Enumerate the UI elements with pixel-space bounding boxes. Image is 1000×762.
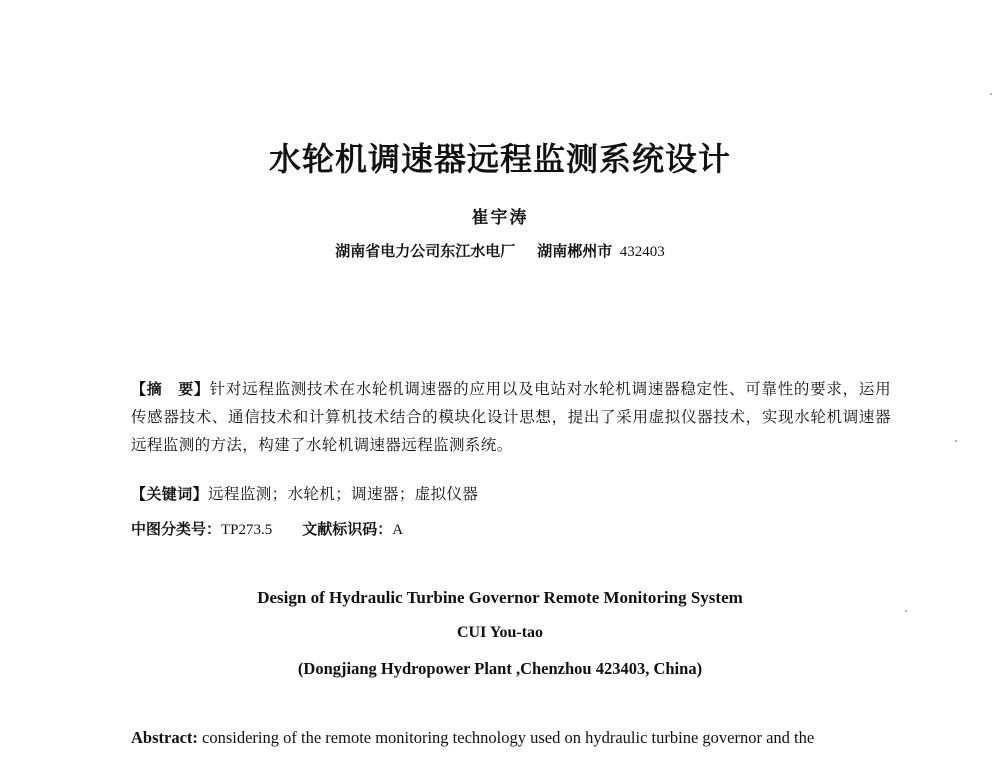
affiliation-org-cn: 湖南省电力公司东江水电厂 [335, 244, 516, 260]
abstract-en [131, 728, 911, 748]
keywords-cn [131, 480, 891, 509]
scan-speck [955, 440, 957, 442]
abstract-text-en: considering of the remote monitoring technology used on hydraulic turbine governor and the [202, 728, 815, 747]
keywords-label-cn: 【关键词】 [131, 485, 209, 503]
doc-code-label: 文献标识码： [302, 522, 393, 538]
author-name-cn: 崔宇涛 [471, 208, 529, 227]
affiliation-postcode: 432403 [619, 244, 665, 260]
abstract-cn [131, 375, 891, 460]
scan-speck [990, 93, 992, 95]
abstract-text-cn: 针对远程监测技术在水轮机调速器的应用以及电站对水轮机调速器稳定性、可靠性的要求，运用传感器技术、通信技术和计算机技术结合的模块化设计思想，提出了采用虚拟仪器技术，实现水轮机调速器远程监测的方法，构建了水轮机调速器远程监测系统。 [131, 381, 891, 454]
paper-title-en: Design of Hydraulic Turbine Governor Remote Monitoring System [257, 588, 743, 607]
affiliation-city-cn: 湖南郴州市 [537, 244, 613, 260]
clc-label: 中图分类号： [131, 522, 222, 538]
abstract-label-en: Abstract: [131, 728, 198, 747]
keywords-text-cn: 远程监测；水轮机；调速器；虚拟仪器 [208, 486, 479, 503]
affiliation-cn [0, 240, 1000, 261]
affiliation-en: (Dongjiang Hydropower Plant ,Chenzhou 423403, China) [297, 659, 703, 678]
author-name-en: CUI You-tao [456, 624, 544, 641]
doc-code-value: A [392, 522, 404, 538]
clc-value: TP273.5 [221, 522, 273, 538]
classification-line [131, 516, 891, 544]
paper-title-cn: 水轮机调速器远程监测系统设计 [268, 141, 731, 177]
abstract-label-cn: 【摘 要】 [131, 380, 210, 398]
scan-speck [905, 610, 907, 612]
